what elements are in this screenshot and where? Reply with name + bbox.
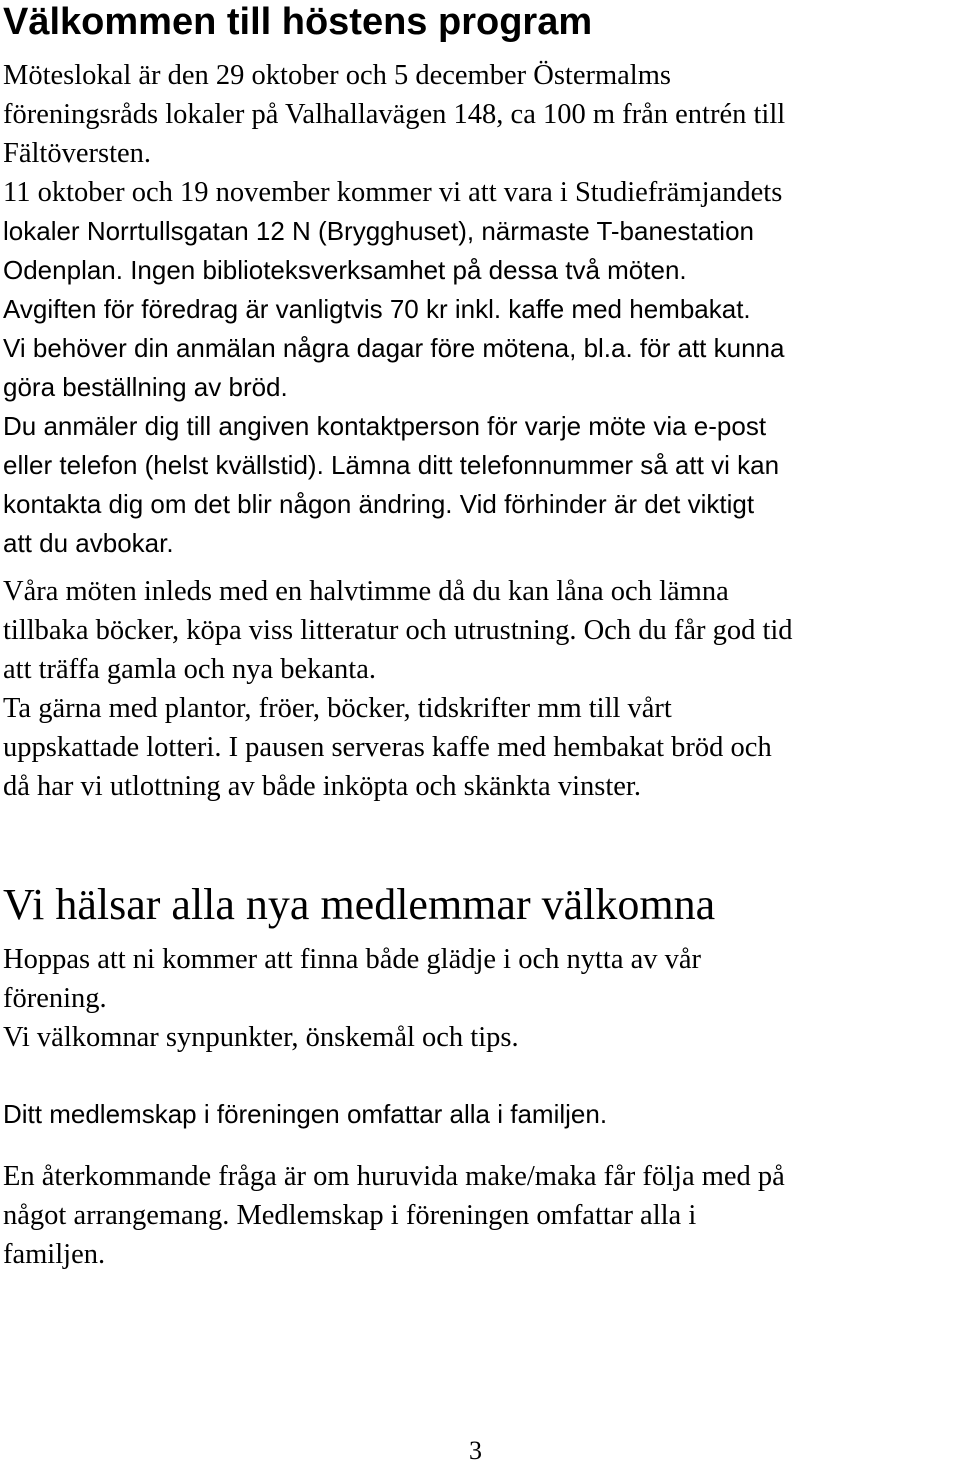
text-line: Vi välkomnar synpunkter, önskemål och tips. bbox=[3, 1022, 519, 1053]
text-line: föreningsråds lokaler på Valhallavägen 148, ca 100 m från entrén till bbox=[3, 99, 786, 130]
text-line: tillbaka böcker, köpa viss litteratur och utrustning. Och du får god tid bbox=[3, 615, 793, 646]
text-line: göra beställning av bröd. bbox=[3, 372, 288, 402]
paragraph-new-members bbox=[3, 940, 701, 1057]
text-line: något arrangemang. Medlemskap i föreningen omfattar alla i bbox=[3, 1200, 697, 1231]
section-heading-membership: Ditt medlemskap i föreningen omfattar alla i familjen. bbox=[3, 1099, 608, 1129]
text-line: Ta gärna med plantor, fröer, böcker, tidskrifter mm till vårt bbox=[3, 693, 672, 724]
text-line: Odenplan. Ingen biblioteksverksamhet på dessa två möten. bbox=[3, 255, 687, 285]
text-line: 11 oktober och 19 november kommer vi att vara i Studiefrämjandets bbox=[3, 177, 783, 208]
text-line: lokaler Norrtullsgatan 12 N (Brygghuset), närmaste T-banestation bbox=[3, 216, 755, 246]
paragraph-meeting-activities bbox=[3, 572, 793, 806]
paragraph-meeting-details bbox=[3, 212, 784, 563]
text-line: Fältöversten. bbox=[3, 138, 152, 169]
text-line: Avgiften för föredrag är vanligtvis 70 kr inkl. kaffe med hembakat. bbox=[3, 294, 751, 324]
paragraph-meeting-location bbox=[3, 56, 785, 212]
text-line: att du avbokar. bbox=[3, 528, 174, 558]
text-line: Hoppas att ni kommer att finna både glädje i och nytta av vår bbox=[3, 944, 702, 975]
text-line: förening. bbox=[3, 983, 107, 1014]
paragraph-membership bbox=[3, 1157, 785, 1274]
text-line: uppskattade lotteri. I pausen serveras kaffe med hembakat bröd och bbox=[3, 732, 772, 763]
text-line: eller telefon (helst kvällstid). Lämna ditt telefonnummer så att vi kan bbox=[3, 450, 780, 480]
text-line: Vi behöver din anmälan några dagar före mötena, bl.a. för att kunna bbox=[3, 333, 785, 363]
text-line: kontakta dig om det blir någon ändring. Vid förhinder är det viktigt bbox=[3, 489, 755, 519]
page-number: 3 bbox=[469, 1436, 482, 1465]
text-line: Våra möten inleds med en halvtimme då du kan låna och lämna bbox=[3, 576, 729, 607]
text-line: familjen. bbox=[3, 1239, 106, 1270]
text-line: En återkommande fråga är om huruvida make/maka får följa med på bbox=[3, 1161, 785, 1192]
text-line: Möteslokal är den 29 oktober och 5 december Östermalms bbox=[3, 60, 671, 91]
text-line: att träffa gamla och nya bekanta. bbox=[3, 654, 376, 685]
section-heading-welcome: Välkommen till höstens program bbox=[3, 1, 593, 43]
text-line: Du anmäler dig till angiven kontaktperson för varje möte via e-post bbox=[3, 411, 767, 441]
section-heading-new-members: Vi hälsar alla nya medlemmar välkomna bbox=[3, 880, 716, 929]
text-line: då har vi utlottning av både inköpta och skänkta vinster. bbox=[3, 771, 641, 802]
